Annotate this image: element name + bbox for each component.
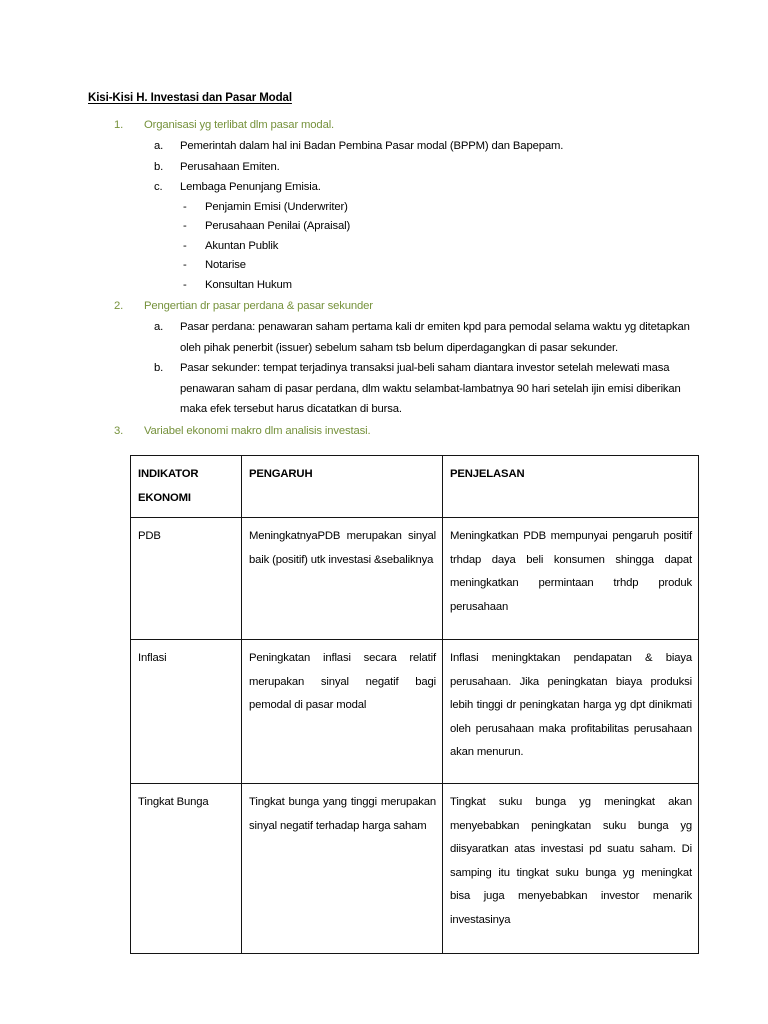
table-row [131, 518, 699, 640]
outline-marker-2a: a. [154, 321, 164, 333]
outline-text-1a: Pemerintah dalam hal ini Badan Pembina Pasar modal (BPPM) dan Bapepam. [180, 140, 564, 152]
cell-indikator: Tingkat Bunga [131, 784, 242, 954]
outline-text-1c: Lembaga Penunjang Emisia. [180, 181, 321, 193]
table-header-indikator-ekonomi [131, 456, 242, 518]
outline-subitem-text: Akuntan Publik [205, 239, 279, 252]
dash-marker: - [183, 200, 187, 213]
outline-text-1b: Perusahaan Emiten. [180, 160, 280, 173]
cell-penjelasan: Inflasi meningktakan pendapatan & biaya perusahaan. Jika peningkatan biaya produksi lebih tinggi dr peningkatan harga yg dpt dinikmati oleh perusahaan maka profitabilitas perusahaan akan menurun. [443, 640, 699, 784]
outline-item-1 [0, 116, 768, 135]
outline-subitem-akuntan [0, 237, 768, 257]
outline-text-1: Organisasi yg terlibat dlm pasar modal. [144, 119, 335, 131]
cell-pengaruh: Peningkatan inflasi secara relatif merupakan sinyal negatif bagi pemodal di pasar modal [242, 640, 443, 784]
indicator-table [130, 455, 699, 954]
table-header-penjelasan: PENJELASAN [443, 456, 699, 518]
table-header-pengaruh: PENGARUH [242, 456, 443, 518]
dash-marker: - [183, 220, 187, 232]
outline-list [0, 116, 768, 442]
outline-item-1b [0, 157, 768, 178]
cell-penjelasan: Meningkatkan PDB mempunyai pengaruh positif trhdap daya beli konsumen shingga dapat meningkatkan permintaan trhdp produk perusahaan [443, 518, 699, 640]
cell-indikator: PDB [131, 518, 242, 640]
outline-subitem-text: Perusahaan Penilai (Apraisal) [205, 220, 351, 232]
table-header-row [131, 456, 699, 518]
outline-item-2 [0, 297, 768, 316]
dash-marker: - [183, 259, 187, 271]
outline-text-3: Variabel ekonomi makro dlm analisis investasi. [144, 424, 371, 437]
header-line-1: INDIKATOR [138, 468, 199, 480]
header-line-2: EKONOMI [138, 491, 191, 504]
outline-marker-1b: b. [154, 160, 164, 173]
outline-subitem-apraisal [0, 217, 768, 237]
outline-item-3 [0, 422, 768, 441]
cell-pengaruh: MeningkatnyaPDB merupakan sinyal baik (positif) utk investasi &sebaliknya [242, 518, 443, 640]
outline-subitem-konsultan [0, 276, 768, 296]
outline-item-2a [0, 317, 768, 358]
cell-pengaruh: Tingkat bunga yang tinggi merupakan sinyal negatif terhadap harga saham [242, 784, 443, 954]
dash-marker: - [183, 239, 187, 252]
outline-marker-2: 2. [114, 300, 124, 312]
outline-item-2b [0, 358, 768, 420]
indicator-table-wrapper [130, 455, 698, 954]
cell-penjelasan: Tingkat suku bunga yg meningkat akan menyebabkan peningkatan suku bunga yg diisyaratkan atas investasi pd suatu saham. Di samping itu tingkat suku bunga yg meningkat bisa juga menyebabkan investor menarik investasinya [443, 784, 699, 954]
outline-text-2a: Pasar perdana: penawaran saham pertama kali dr emiten kpd para pemodal selama waktu yg ditetapkan oleh pihak penerbit (issuer) sebelum saham tsb belum diperdagangkan di pasar sekunder. [180, 321, 690, 354]
outline-subitem-text: Notarise [205, 259, 246, 271]
outline-text-2: Pengertian dr pasar perdana & pasar sekunder [144, 300, 373, 312]
outline-subitem-notarise [0, 256, 768, 276]
outline-marker-1c: c. [154, 181, 163, 193]
table-row [131, 640, 699, 784]
dash-marker: - [183, 278, 187, 291]
outline-subitem-underwriter [0, 198, 768, 218]
table-row [131, 784, 699, 954]
outline-subitem-text: Penjamin Emisi (Underwriter) [205, 200, 348, 213]
outline-marker-1: 1. [114, 119, 124, 131]
outline-item-1c [0, 177, 768, 198]
cell-indikator: Inflasi [131, 640, 242, 784]
outline-item-1a [0, 136, 768, 157]
outline-subitem-text: Konsultan Hukum [205, 278, 292, 291]
outline-marker-2b: b. [154, 362, 164, 374]
outline-text-2b: Pasar sekunder: tempat terjadinya transaksi jual-beli saham diantara investor setelah melewati masa penawaran saham di pasar perdana, dlm waktu selambat-lambatnya 90 hari setelah ijin emisi diberikan maka efek tersebut harus dicatatkan di bursa. [180, 362, 681, 415]
page-title: Kisi-Kisi H. Investasi dan Pasar Modal [88, 92, 292, 104]
outline-marker-3: 3. [114, 424, 124, 437]
outline-marker-1a: a. [154, 140, 164, 152]
